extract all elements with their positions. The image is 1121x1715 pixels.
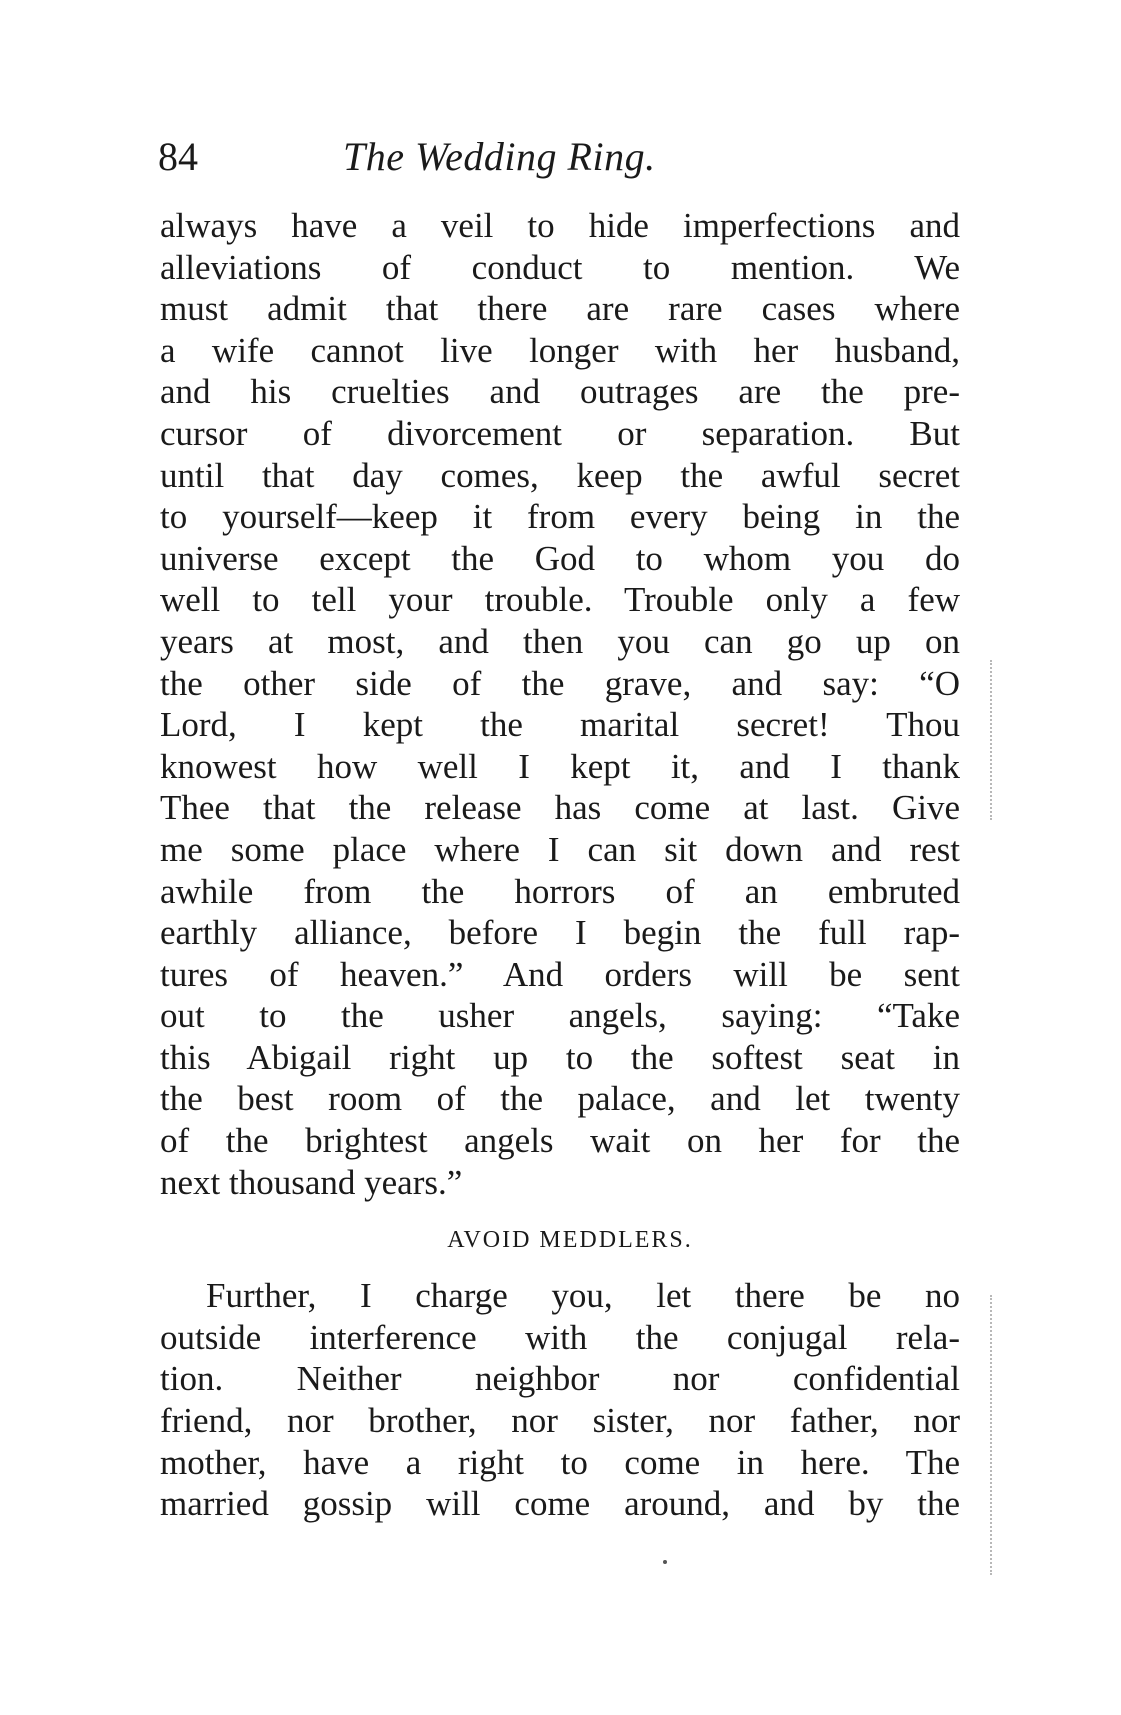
text-line: Further, I charge you, let there be no <box>206 1276 960 1316</box>
text-line: until that day comes, keep the awful secret <box>160 455 960 495</box>
text-line: of the brightest angels wait on her for the <box>160 1121 960 1161</box>
text-line: tion. Neither neighbor nor confidential <box>160 1359 960 1399</box>
text-line: mother, have a right to come in here. The <box>160 1442 960 1482</box>
text-line: this Abigail right up to the softest seat in <box>160 1037 960 1077</box>
text-line: to yourself—keep it from every being in the <box>160 497 960 537</box>
page-number: 84 <box>158 134 198 179</box>
text-line: the best room of the palace, and let twenty <box>160 1079 960 1119</box>
text-line: must admit that there are rare cases where <box>160 289 960 329</box>
text-line: always have a veil to hide imperfections and <box>160 206 960 245</box>
text-line: outside interference with the conjugal rela- <box>160 1317 960 1357</box>
text-line: awhile from the horrors of an embruted <box>160 871 960 911</box>
text-line: alleviations of conduct to mention. We <box>160 247 960 287</box>
text-line: Thee that the release has come at last. Give <box>160 788 960 828</box>
page-edge-mark <box>990 660 992 820</box>
text-line: earthly alliance, before I begin the full rap- <box>160 913 960 953</box>
text-line: tures of heaven.” And orders will be sent <box>160 954 960 994</box>
paragraph-2 <box>160 1275 960 1525</box>
text-line: married gossip will come around, and by the <box>160 1484 960 1524</box>
running-title: The Wedding Ring. <box>343 134 656 179</box>
text-line: out to the usher angels, saying: “Take <box>160 996 960 1036</box>
ink-speck <box>663 1560 667 1564</box>
text-line: a wife cannot live longer with her husband, <box>160 330 960 370</box>
running-head <box>158 132 958 192</box>
paragraph-1 <box>160 205 960 1203</box>
text-line: universe except the God to whom you do <box>160 538 960 578</box>
text-line: next thousand years.” <box>160 1162 463 1202</box>
page-edge-mark <box>990 1295 992 1575</box>
text-line: cursor of divorcement or separation. But <box>160 413 960 453</box>
text-line: well to tell your trouble. Trouble only a few <box>160 580 960 620</box>
text-line: the other side of the grave, and say: “O <box>160 663 960 703</box>
text-line: Lord, I kept the marital secret! Thou <box>160 705 960 745</box>
text-line: and his cruelties and outrages are the pre- <box>160 372 960 412</box>
body-text <box>160 205 960 1525</box>
text-line: me some place where I can sit down and rest <box>160 829 960 869</box>
text-line: knowest how well I kept it, and I thank <box>160 746 960 786</box>
section-heading: AVOID MEDDLERS. <box>447 1227 693 1254</box>
text-line: friend, nor brother, nor sister, nor father, nor <box>160 1401 960 1441</box>
text-line: years at most, and then you can go up on <box>160 621 960 661</box>
